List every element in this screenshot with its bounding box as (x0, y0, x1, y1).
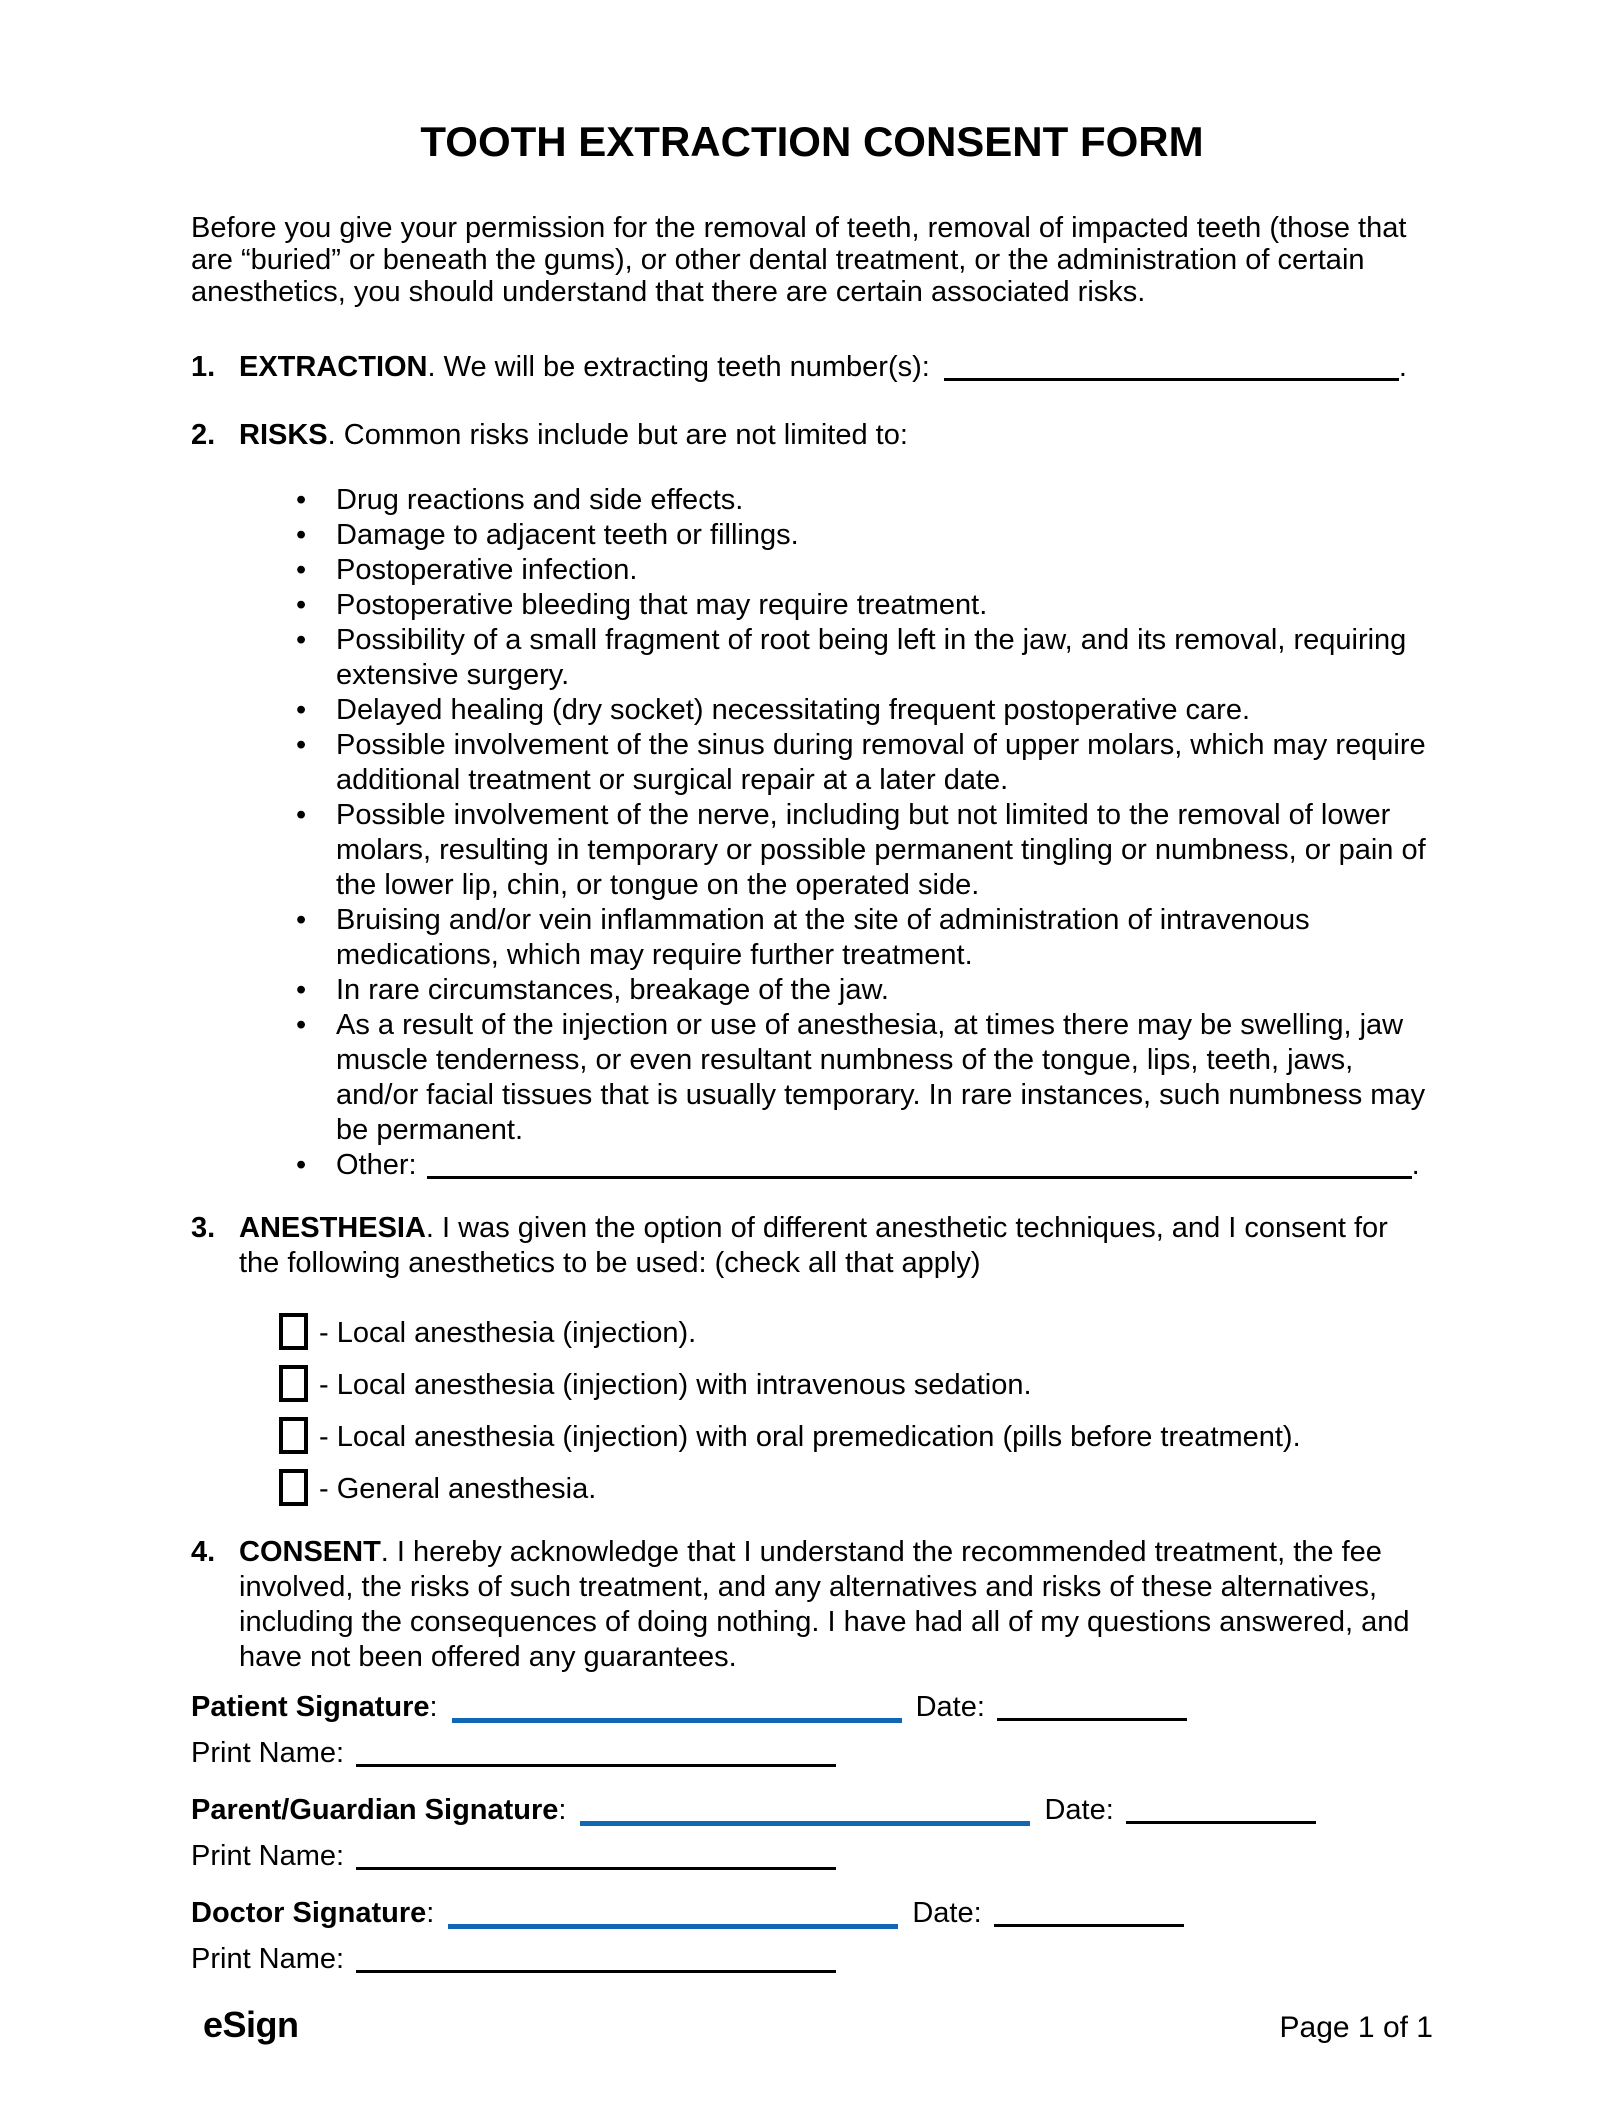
section-anesthesia (191, 1211, 1433, 1281)
section-number: 1. (191, 351, 216, 383)
patient-print-name-line (356, 1752, 836, 1767)
patient-signature-group (191, 1689, 1433, 1772)
risk-item: • As a result of the injection or use of anesthesia, at times there may be swelling, jaw muscle tenderness, or even resultant numbness of the tongue, lips, teeth, jaws, and/or facial tissues that is usually temporary. In rare instances, such numbness may be permanent. (191, 1008, 1433, 1148)
risk-item: • Delayed healing (dry socket) necessitating frequent postoperative care. (191, 693, 1433, 728)
anesthesia-option-general (279, 1469, 1433, 1507)
doctor-signature-group (191, 1895, 1433, 1978)
anesthesia-checkbox-oral-premedication[interactable] (279, 1417, 308, 1454)
risk-item: • Bruising and/or vein inflammation at the site of administration of intravenous medications, which may require further treatment. (191, 903, 1433, 973)
section-extraction (191, 350, 1433, 385)
teeth-numbers-line (944, 366, 1399, 381)
section-label: ANESTHESIA (239, 1212, 426, 1244)
print-name-label: Print Name: (191, 1943, 345, 1975)
risk-list (191, 483, 1433, 1183)
risk-item: • Possibility of a small fragment of root being left in the jaw, and its removal, requiring extensive surgery. (191, 623, 1433, 693)
risk-item: • Postoperative bleeding that may require treatment. (191, 588, 1433, 623)
risk-item: • Damage to adjacent teeth or fillings. (191, 518, 1433, 553)
section-text: . Common risks include but are not limited to: (327, 419, 908, 451)
anesthesia-checkbox-iv-sedation[interactable] (279, 1365, 308, 1402)
risk-item: • Possible involvement of the sinus during removal of upper molars, which may require additional treatment or surgical repair at a later date. (191, 728, 1433, 798)
anesthesia-checkbox-local[interactable] (279, 1313, 308, 1350)
anesthesia-option-local (279, 1313, 1433, 1351)
anesthesia-option-label: - General anesthesia. (319, 1473, 597, 1505)
page-footer (203, 2004, 1433, 2046)
date-label: Date: (912, 1897, 982, 1929)
risk-item: • Postoperative infection. (191, 553, 1433, 588)
anesthesia-option-iv-sedation (279, 1365, 1433, 1403)
patient-signature-label: Patient Signature (191, 1691, 430, 1723)
doctor-signature-label: Doctor Signature (191, 1897, 427, 1929)
colon: : (429, 1691, 438, 1723)
anesthesia-options (279, 1313, 1433, 1507)
parent-guardian-print-name-line (356, 1855, 836, 1870)
print-name-label: Print Name: (191, 1840, 345, 1872)
date-label: Date: (915, 1691, 985, 1723)
section-number: 4. (191, 1536, 216, 1568)
parent-guardian-signature-group (191, 1792, 1433, 1875)
date-label: Date: (1044, 1794, 1114, 1826)
line-suffix: . (1398, 351, 1407, 383)
other-line (427, 1164, 1412, 1179)
page-number: Page 1 of 1 (1279, 2011, 1433, 2044)
print-name-label: Print Name: (191, 1737, 345, 1769)
patient-signature-field[interactable] (452, 1706, 902, 1723)
anesthesia-option-label: - Local anesthesia (injection). (319, 1317, 697, 1349)
section-number: 3. (191, 1212, 216, 1244)
parent-guardian-date-line (1126, 1809, 1316, 1824)
risk-item: • Possible involvement of the nerve, including but not limited to the removal of lower molars, resulting in temporary or possible permanent tingling or numbness, or pain of the lower lip, chin, or tongue on the operated side. (191, 798, 1433, 903)
section-number: 2. (191, 419, 216, 451)
anesthesia-option-oral-premedication (279, 1417, 1433, 1455)
section-label: EXTRACTION (239, 351, 428, 383)
section-text: . We will be extracting teeth number(s): (427, 351, 938, 383)
section-label: RISKS (239, 419, 328, 451)
section-text: . I was given the option of different anesthetic techniques, and I consent for the following anesthetics to be used: (check all that apply) (239, 1212, 1388, 1279)
section-consent (191, 1535, 1433, 1675)
section-text: . I hereby acknowledge that I understand the recommended treatment, the fee involved, the risks of such treatment, and any alternatives and risks of these alternatives, including the consequences of doing nothing. I have had all of my questions answered, and have not been offered any guarantees. (239, 1536, 1410, 1673)
patient-date-line (997, 1706, 1187, 1721)
anesthesia-option-label: - Local anesthesia (injection) with oral premedication (pills before treatment). (319, 1421, 1301, 1453)
page-title: TOOTH EXTRACTION CONSENT FORM (420, 118, 1204, 165)
risk-item: • In rare circumstances, breakage of the jaw. (191, 973, 1433, 1008)
doctor-date-line (994, 1912, 1184, 1927)
parent-guardian-signature-field[interactable] (580, 1809, 1030, 1826)
doctor-print-name-line (356, 1958, 836, 1973)
risk-item: • Drug reactions and side effects. (191, 483, 1433, 518)
section-label: CONSENT (239, 1536, 381, 1568)
other-label: Other: (336, 1149, 417, 1181)
doctor-signature-field[interactable] (448, 1912, 898, 1929)
section-risks (191, 418, 1433, 453)
parent-guardian-signature-label: Parent/Guardian Signature (191, 1794, 559, 1826)
colon: : (426, 1897, 435, 1929)
intro-paragraph: Before you give your permission for the removal of teeth, removal of impacted teeth (those that are “buried” or beneath the gums), or other dental treatment, or the administration of certain anesthetics, you should understand that there are certain associated risks. (191, 212, 1407, 308)
anesthesia-checkbox-general[interactable] (279, 1469, 308, 1506)
esign-logo: eSign (203, 2004, 299, 2045)
colon: : (558, 1794, 567, 1826)
risk-item-other (191, 1148, 1433, 1183)
signature-block (191, 1689, 1433, 1978)
anesthesia-option-label: - Local anesthesia (injection) with intravenous sedation. (319, 1369, 1032, 1401)
line-suffix: . (1411, 1149, 1420, 1181)
